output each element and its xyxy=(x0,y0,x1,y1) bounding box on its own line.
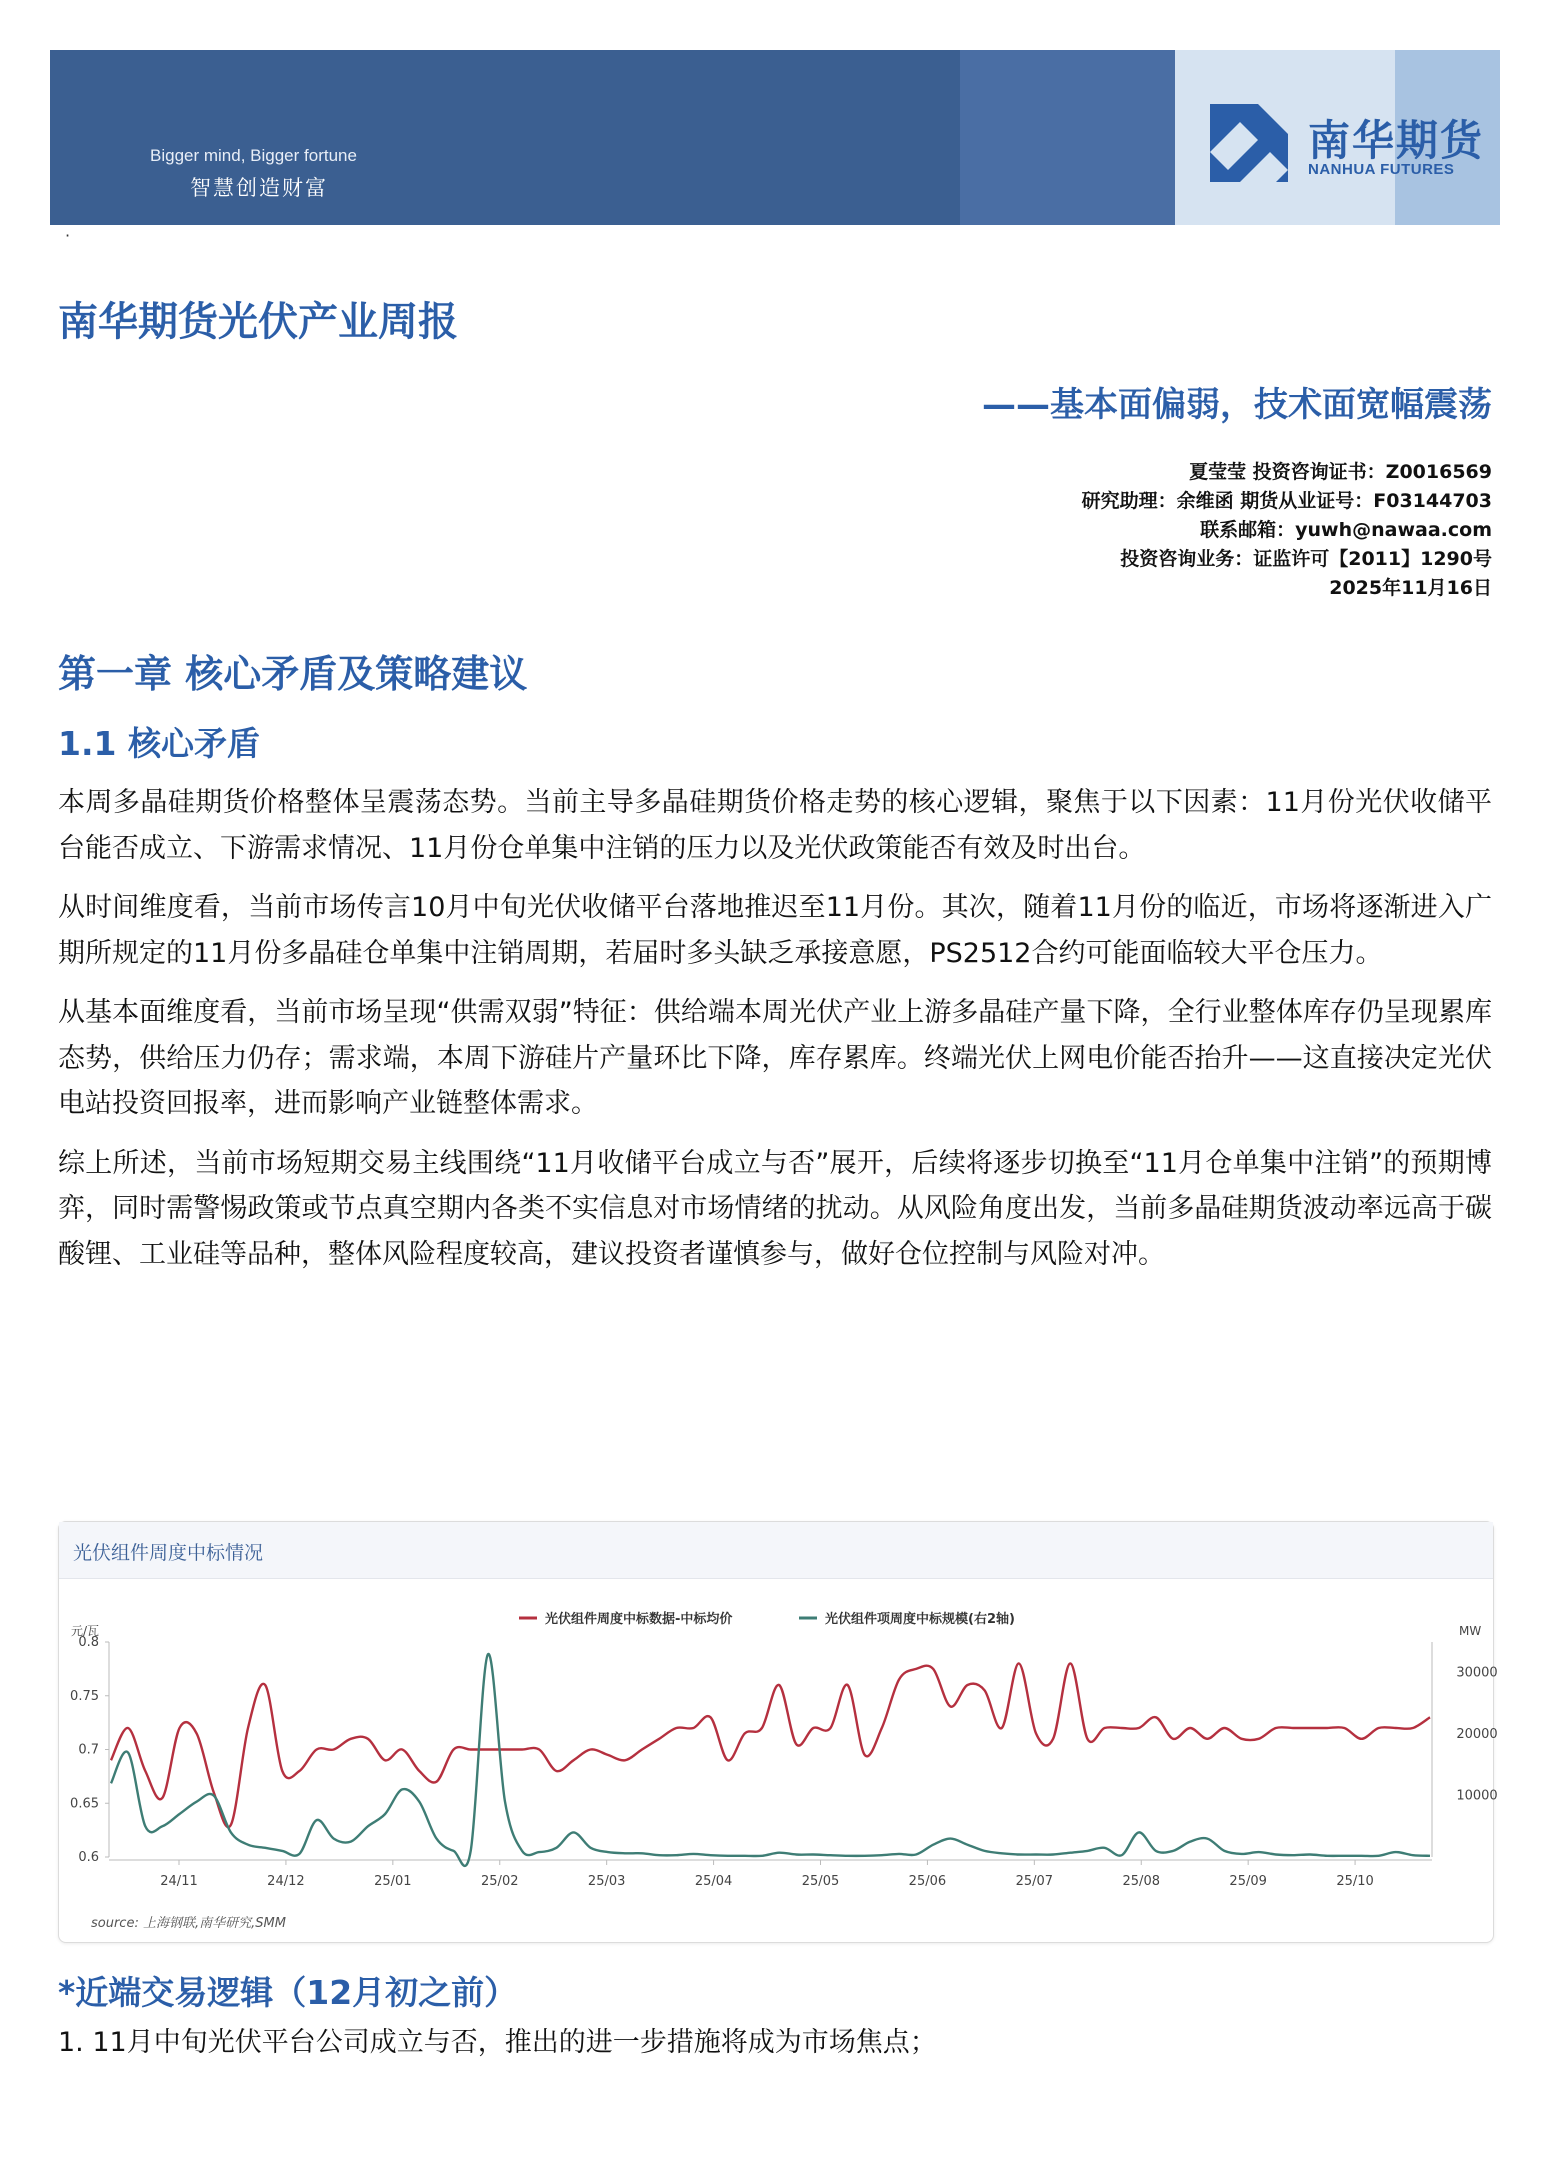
x-tick-label: 25/08 xyxy=(1122,1874,1160,1889)
header-banner xyxy=(50,50,1500,225)
y-tick-label: 0.75 xyxy=(70,1688,99,1704)
chart-source: source: 上海钢联,南华研究,SMM xyxy=(91,1916,286,1931)
series-line-price xyxy=(111,1663,1430,1827)
list-item: 1. 11月中旬光伏平台公司成立与否，推出的进一步措施将成为市场焦点； xyxy=(58,2027,937,2058)
chart-panel xyxy=(58,1521,1498,1943)
x-tick-label: 25/06 xyxy=(908,1874,947,1889)
slogan-cn: 智慧创造财富 xyxy=(190,176,328,200)
slogan-en: Bigger mind, Bigger fortune xyxy=(150,146,357,165)
x-tick-label: 25/04 xyxy=(694,1874,733,1889)
left-axis-unit: 元/瓦 xyxy=(71,1624,100,1638)
chapter-heading: 第一章 核心矛盾及策略建议 xyxy=(58,652,528,696)
paragraph: 综上所述，当前市场短期交易主线围绕“11月收储平台成立与否”展开，后续将逐步切换至“11月仓单集中注销”的预期博弈，同时需警惕政策或节点真空期内各类不实信息对市场情绪的扰动。从风险角度出发，当前多晶硅期货波动率远高于碳酸锂、工业硅等品种，整体风险程度较高，建议投资者谨慎参与，做好仓位控制与风险对冲。 xyxy=(58,1147,1492,1270)
logo-text-en: NANHUA FUTURES xyxy=(1308,161,1455,178)
y-tick-label: 0.6 xyxy=(78,1850,99,1865)
x-tick-label: 25/03 xyxy=(587,1874,626,1889)
x-tick-label: 25/01 xyxy=(374,1874,412,1889)
y-tick-label: 0.7 xyxy=(78,1742,99,1758)
x-tick-label: 25/09 xyxy=(1229,1874,1267,1889)
body-text xyxy=(58,780,1492,1291)
x-tick-label: 25/10 xyxy=(1336,1874,1374,1889)
x-tick-label: 25/05 xyxy=(801,1874,840,1889)
report-subtitle: ——基本面偏弱，技术面宽幅震荡 xyxy=(982,385,1492,425)
x-tick-label: 24/12 xyxy=(267,1874,305,1889)
paragraph: 本周多晶硅期货价格整体呈震荡态势。当前主导多晶硅期货价格走势的核心逻辑，聚焦于以下因素：11月份光伏收储平台能否成立、下游需求情况、11月份仓单集中注销的压力以及光伏政策能否有效及时出台。 xyxy=(58,787,1492,864)
license-line: 投资咨询业务：证监许可【2011】1290号 xyxy=(1120,548,1492,570)
legend-label: 光伏组件周度中标数据-中标均价 xyxy=(545,1612,733,1627)
paragraph: 从基本面维度看，当前市场呈现“供需双弱”特征：供给端本周光伏产业上游多晶硅产量下降，全行业整体库存仍呈现累库态势，供给压力仍存；需求端，本周下游硅片产量环比下降，库存累库。终端光伏上网电价能否抬升——这直接决定光伏电站投资回报率，进而影响产业链整体需求。 xyxy=(58,997,1492,1119)
report-title: 南华期货光伏产业周报 xyxy=(58,299,458,345)
x-tick-label: 25/02 xyxy=(481,1874,519,1889)
near-term-heading: *近端交易逻辑（12月初之前） xyxy=(58,1973,518,2012)
y2-tick-label: 10000 xyxy=(1456,1788,1498,1804)
author-info xyxy=(1082,458,1492,603)
dot-mark: · xyxy=(65,226,71,245)
logo-text-cn: 南华期货 xyxy=(1308,116,1485,165)
x-tick-label: 24/11 xyxy=(160,1874,198,1889)
chart-title: 光伏组件周度中标情况 xyxy=(73,1542,264,1564)
paragraph: 从时间维度看，当前市场传言10月中旬光伏收储平台落地推迟至11月份。其次，随着11月份的临近，市场将逐渐进入广期所规定的11月份多晶硅仓单集中注销周期，若届时多头缺乏承接意愿，PS2512合约可能面临较大平仓压力。 xyxy=(58,892,1492,969)
y-tick-label: 0.8 xyxy=(78,1635,99,1650)
chart-svg xyxy=(59,1522,1498,1942)
x-tick-label: 25/07 xyxy=(1015,1874,1054,1889)
email-line: 联系邮箱：yuwh@nawaa.com xyxy=(1200,519,1492,541)
y2-tick-label: 20000 xyxy=(1456,1727,1498,1743)
assistant-line: 研究助理：余维函 期货从业证号：F03144703 xyxy=(1081,490,1492,512)
section-heading: 1.1 核心矛盾 xyxy=(58,724,260,763)
nanhua-logo-icon xyxy=(1210,104,1288,182)
y-tick-label: 0.65 xyxy=(70,1796,99,1812)
analyst-line: 夏莹莹 投资咨询证书：Z0016569 xyxy=(1189,461,1492,483)
right-axis-unit: MW xyxy=(1459,1624,1482,1638)
y2-tick-label: 30000 xyxy=(1456,1665,1498,1681)
banner-block xyxy=(960,50,1175,225)
date-line: 2025年11月16日 xyxy=(1329,577,1492,599)
legend-label: 光伏组件项周度中标规模(右2轴) xyxy=(825,1612,1015,1627)
